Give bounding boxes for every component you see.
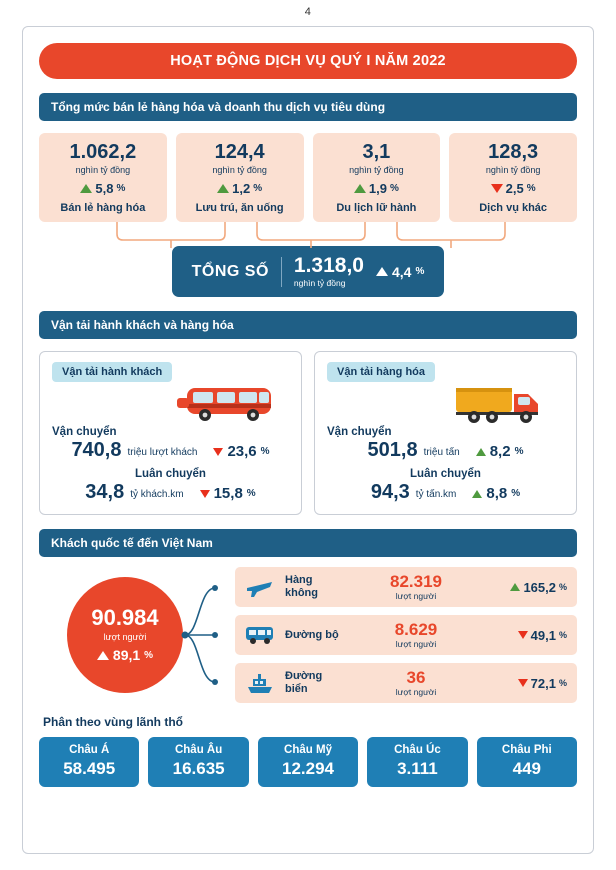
triangle-up-icon: [97, 651, 109, 660]
total-row: [39, 246, 577, 297]
retail-label: Dịch vụ khác: [479, 202, 548, 214]
visitors-total-change: [97, 647, 153, 663]
visitor-mode-number: [347, 621, 485, 649]
divider: [281, 257, 282, 287]
total-unit: nghìn tỷ đồng: [293, 278, 346, 288]
total-change-value: 4,4: [391, 263, 412, 280]
percent-sign: %: [253, 183, 263, 194]
region-card: [258, 737, 358, 787]
section-header-retail: Tổng mức bán lẻ hàng hóa và doanh thu dịch vụ tiêu dùng: [39, 93, 577, 121]
visitor-mode-unit: lượt người: [395, 591, 437, 601]
visitors-total-circle: [67, 577, 183, 693]
region-card: [367, 737, 467, 787]
metric-unit: tỷ tấn.km: [415, 489, 457, 500]
page-title: HOẠT ĐỘNG DỊCH VỤ QUÝ I NĂM 2022: [39, 43, 577, 79]
metric-value: 94,3: [370, 481, 410, 503]
metric-change-value: 8,8: [486, 485, 508, 502]
metric-value: 34,8: [85, 481, 125, 503]
region-name: Châu Âu: [174, 744, 223, 756]
metric-label: Luân chuyển: [410, 468, 481, 480]
transport-pill-freight: Vận tải hàng hóa: [327, 362, 435, 382]
triangle-up-icon: [472, 490, 482, 498]
visitor-mode-value: 8.629: [394, 620, 438, 639]
percent-sign: %: [246, 488, 256, 499]
metric-change-value: 23,6: [227, 443, 257, 460]
triangle-down-icon: [200, 490, 210, 498]
percent-sign: %: [558, 582, 567, 592]
visitor-mode-change-value: 165,2: [523, 579, 556, 595]
visitor-connector-lines: [181, 570, 225, 700]
visitors-change-value: 89,1: [112, 647, 141, 663]
region-value: 16.635: [172, 759, 225, 778]
metric-change: [213, 443, 269, 460]
metric-line: [52, 482, 289, 502]
region-value: 449: [512, 759, 542, 778]
triangle-down-icon: [213, 448, 223, 456]
bus-side-icon: [243, 622, 277, 648]
region-card: [148, 737, 248, 787]
visitors-total-unit: lượt người: [103, 632, 147, 642]
metric-line: [327, 440, 564, 460]
retail-unit: nghìn tỷ đồng: [212, 165, 267, 175]
region-card: [477, 737, 577, 787]
retail-card: [313, 133, 441, 222]
total-change: [376, 264, 424, 280]
triangle-up-icon: [476, 448, 486, 456]
visitor-mode-name: Hàng không: [285, 574, 318, 599]
metric-change: [472, 485, 520, 502]
triangle-down-icon: [518, 631, 528, 639]
percent-sign: %: [558, 630, 567, 640]
retail-value: 3,1: [362, 141, 391, 163]
section-header-transport: Vận tải hành khách và hàng hóa: [39, 311, 577, 339]
page-number: 4: [304, 6, 312, 18]
metric-change: [200, 485, 256, 502]
retail-value: 1.062,2: [69, 141, 137, 163]
percent-sign: %: [514, 446, 524, 457]
region-cards: [39, 737, 577, 787]
region-name: Châu Phi: [501, 744, 552, 756]
visitor-mode-value: 36: [406, 668, 426, 687]
retail-value: 128,3: [488, 141, 539, 163]
metric-passenger-carried: [52, 426, 289, 460]
metric-change-value: 15,8: [213, 485, 243, 502]
retail-change: [43, 181, 163, 196]
visitor-mode-change-value: 72,1: [530, 675, 556, 691]
triangle-up-icon: [376, 267, 388, 276]
visitor-mode-name: Đường biển: [285, 670, 323, 695]
visitor-mode-number: [347, 669, 485, 697]
visitor-mode-row: [235, 663, 577, 703]
metric-unit: tỷ khách.km: [130, 489, 184, 500]
retail-label: Du lịch lữ hành: [336, 202, 417, 214]
triangle-down-icon: [518, 679, 528, 687]
region-name: Châu Úc: [394, 744, 441, 756]
retail-cards: [39, 133, 577, 222]
airplane-icon: [243, 574, 277, 600]
section-header-visitors: Khách quốc tế đến Việt Nam: [39, 529, 577, 557]
metric-line: [327, 482, 564, 502]
percent-sign: %: [116, 183, 126, 194]
metric-label: Vận chuyển: [327, 426, 392, 438]
visitor-modes: [235, 567, 577, 703]
triangle-down-icon: [491, 184, 503, 193]
visitor-mode-change: [493, 628, 567, 643]
transport-cards: [39, 351, 577, 515]
total-value-block: [294, 255, 364, 288]
visitor-mode-change: [493, 580, 567, 595]
retail-card: [176, 133, 304, 222]
visitor-mode-change: [493, 676, 567, 691]
visitor-mode-unit: lượt người: [395, 639, 437, 649]
region-value: 3.111: [397, 759, 438, 778]
triangle-up-icon: [510, 583, 520, 591]
metric-passenger-turnover: [52, 468, 289, 502]
region-value: 12.294: [282, 759, 335, 778]
visitor-mode-row: [235, 567, 577, 607]
metric-line: [52, 440, 289, 460]
retail-unit: nghìn tỷ đồng: [75, 165, 131, 175]
retail-card: [449, 133, 577, 222]
percent-sign: %: [415, 266, 425, 277]
retail-change-value: 5,8: [95, 181, 114, 196]
visitor-mode-unit: lượt người: [395, 687, 437, 697]
metric-label: Vận chuyển: [52, 426, 117, 438]
transport-pill-passenger: Vận tải hành khách: [52, 362, 172, 382]
metric-freight-turnover: [327, 468, 564, 502]
region-card: [39, 737, 139, 787]
truck-icon: [327, 382, 564, 426]
visitors-total-value: 90.984: [91, 605, 159, 630]
metric-freight-carried: [327, 426, 564, 460]
total-value: 1.318,0: [293, 254, 364, 277]
ship-icon: [243, 670, 277, 696]
retail-card: [39, 133, 167, 222]
total-bar: [172, 246, 445, 297]
percent-sign: %: [526, 183, 536, 194]
retail-value: 124,4: [214, 141, 265, 163]
transport-card-freight: [314, 351, 577, 515]
visitor-mode-value: 82.319: [390, 572, 442, 591]
triangle-up-icon: [354, 184, 366, 193]
metric-unit: triệu tấn: [423, 447, 460, 458]
metric-change: [476, 443, 524, 460]
metric-value: 740,8: [71, 439, 122, 461]
triangle-up-icon: [80, 184, 92, 193]
triangle-up-icon: [217, 184, 229, 193]
percent-sign: %: [389, 183, 399, 194]
bracket-connectors: [39, 222, 577, 250]
retail-unit: nghìn tỷ đồng: [349, 165, 404, 175]
retail-change-value: 1,2: [232, 181, 251, 196]
visitor-mode-name: Đường bộ: [285, 628, 339, 641]
visitor-mode-row: [235, 615, 577, 655]
retail-change: [317, 181, 437, 196]
visitor-mode-number: [347, 573, 485, 601]
retail-unit: nghìn tỷ đồng: [485, 165, 541, 175]
region-name: Châu Á: [69, 744, 110, 756]
metric-label: Luân chuyển: [135, 468, 206, 480]
infographic-panel: [22, 26, 594, 854]
retail-change: [180, 181, 300, 196]
visitor-mode-change-value: 49,1: [530, 627, 556, 643]
percent-sign: %: [144, 649, 154, 661]
percent-sign: %: [260, 446, 270, 457]
metric-unit: triệu lượt khách: [127, 447, 198, 458]
retail-change-value: 2,5: [505, 181, 524, 196]
retail-label: Bán lẻ hàng hóa: [60, 202, 146, 214]
metric-change-value: 8,2: [489, 443, 511, 460]
metric-value: 501,8: [367, 439, 418, 461]
total-label: TỔNG SỐ: [191, 262, 269, 280]
region-value: 58.495: [63, 759, 116, 778]
percent-sign: %: [558, 678, 567, 688]
transport-card-passenger: [39, 351, 302, 515]
percent-sign: %: [511, 488, 521, 499]
retail-change-value: 1,9: [368, 181, 387, 196]
visitors-block: [39, 567, 577, 703]
region-title: Phân theo vùng lãnh thổ: [43, 715, 183, 729]
retail-change: [453, 181, 573, 196]
region-name: Châu Mỹ: [284, 744, 332, 756]
bus-icon: [52, 382, 289, 426]
retail-label: Lưu trú, ăn uống: [195, 202, 284, 214]
